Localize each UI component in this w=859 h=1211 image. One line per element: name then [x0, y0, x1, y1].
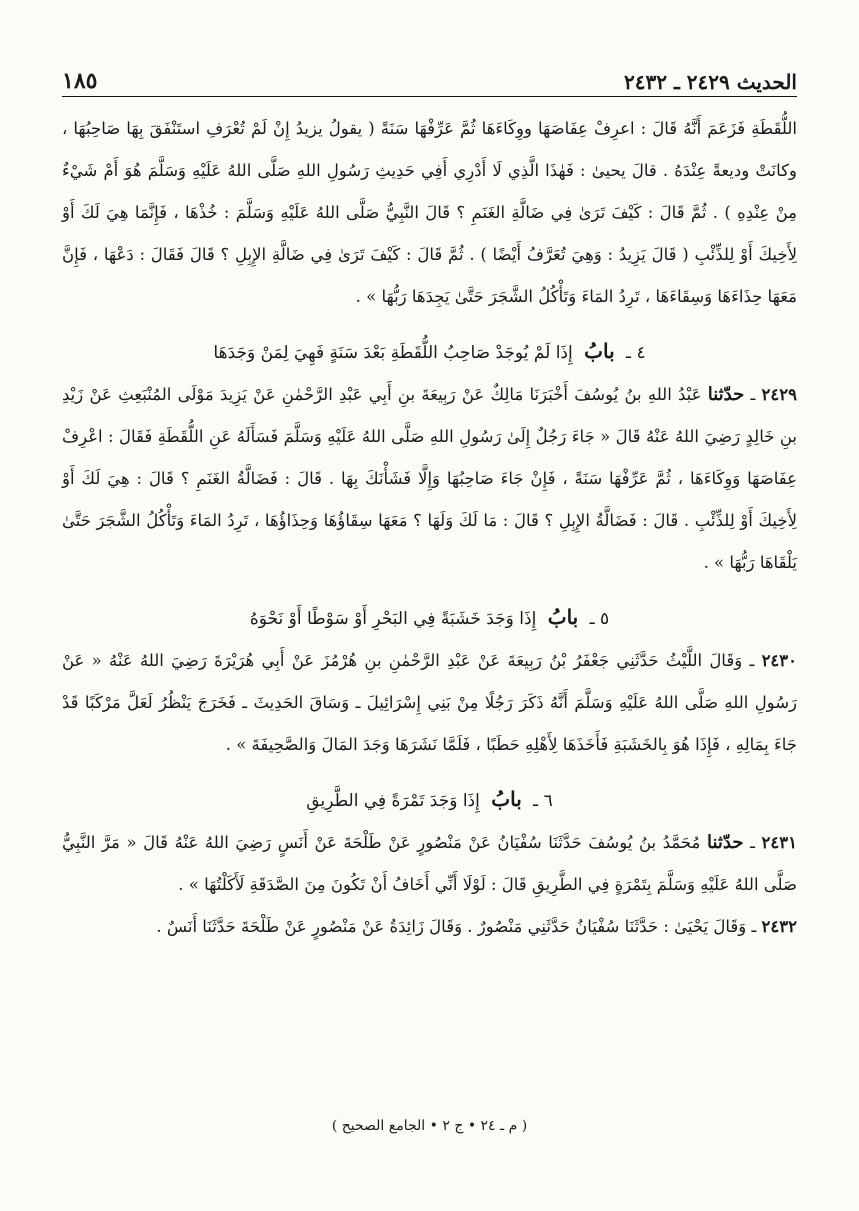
- chapter-bab-label: بابُ: [491, 787, 522, 811]
- hadith-opening-word: حدّثنا: [707, 384, 745, 405]
- hadith-paragraph: ٢٤٣١ ـ حدّثنا مُحَمَّدُ بنُ يُوسُفَ حَدَّثَنَا سُفْيَانُ عَنْ مَنْصُورٍ عَنْ طَلْحَةَ عَنْ أَنَسٍ رَضِيَ اللهُ عَنْهُ قَالَ « مَرَّ النَّبِيُّ صَلَّى اللهُ عَلَيْهِ وَسَلَّمَ بِتَمْرَةٍ فِي الطَّرِيقِ قَالَ : لَوْلَا أَنِّي أَخَافُ أَنْ تَكُونَ مِنَ الصَّدَقَةِ لَأَكَلْتُهَا » .: [62, 832, 797, 894]
- chapter-title: إِذَا لَمْ يُوجَدْ صَاحِبُ اللُّقَطَةِ بَعْدَ سَنَةٍ فَهِيَ لِمَنْ وَجَدَهَا: [213, 343, 573, 363]
- hadith-number: ٢٤٢٩: [761, 385, 797, 404]
- header-rule: [62, 96, 797, 97]
- chapter-number: ٤: [636, 343, 646, 363]
- chapter-title: إِذَا وَجَدَ تَمْرَةً فِي الطَّرِيقِ: [306, 791, 480, 811]
- continued-hadith-text: اللُّقَطَةِ فَزَعَمَ أَنَّهُ قَالَ : اعرِفْ عِفَاصَهَا ووِكَاءَهَا ثُمَّ عَرِّفْهَا سَنَةً ( يقولُ يزيدُ إِنْ لَمْ تُعْرَفِ استَنْفَقَ بِهَا صَاحِبُهَا ، وكانَتْ وديعةً عِنْدَهُ . قالَ يحيىٰ : فَهٰذَا الَّذِي لَا أَدْرِي أَفِي حَدِيثِ رَسُولِ اللهِ صَلَّى اللهُ عَلَيْهِ وَسَلَّمَ هُوَ أَمْ شَيْءٌ مِنْ عِنْدِهِ ) . ثُمَّ قَالَ : كَيْفَ تَرَىٰ فِي ضَالَّةِ الغَنَمِ ؟ قَالَ النَّبِيُّ صَلَّى اللهُ عَلَيْهِ وَسَلَّمَ : خُذْهَا ، فَإِنَّمَا هِيَ لَكَ أَوْ لِأَخِيكَ أَوْ لِلذِّئْبِ ( قَالَ يَزِيدُ : وَهِيَ تُعَرَّفُ أَيْضًا ) . ثُمَّ قَالَ : كَيْفَ تَرَىٰ فِي ضَالَّةِ الإِبِلِ ؟ قَالَ فَقَالَ : دَعْهَا ، فَإِنَّ مَعَهَا حِذَاءَهَا وَسِقَاءَهَا ، تَرِدُ المَاءَ وَتَأْكُلُ الشَّجَرَ حَتَّىٰ يَجِدَهَا رَبُّهَا » .: [62, 119, 797, 306]
- hadith-paragraph: ٢٤٢٩ ـ حدّثنا عَبْدُ اللهِ بنُ يُوسُفَ أَخْبَرَنَا مَالِكٌ عَنْ رَبِيعَةَ بنِ أَبِي عَبْدِ الرَّحْمٰنِ عَنْ يَزِيدَ مَوْلَى المُنْبَعِثِ عَنْ زَيْدِ بنِ خَالِدٍ رَضِيَ اللهُ عَنْهُ قَالَ « جَاءَ رَجُلٌ إِلَىٰ رَسُولِ اللهِ صَلَّى اللهُ عَلَيْهِ وَسَلَّمَ فَسَأَلَهُ عَنِ اللُّقَطَةِ فَقَالَ : اعْرِفْ عِفَاصَهَا وَوِكَاءَهَا ، ثُمَّ عَرِّفْهَا سَنَةً ، فَإِنْ جَاءَ صَاحِبُهَا وَإِلَّا فَشَأْنَكَ بِهَا . قَالَ : فَضَالَّةُ الغَنَمِ ؟ قَالَ : هِيَ لَكَ أَوْ لِأَخِيكَ أَوْ لِلذِّئْبِ . قَالَ : فَضَالَّةُ الإِبِلِ ؟ قَالَ : مَا لَكَ وَلَهَا ؟ مَعَهَا سِقَاؤُهَا وَحِذَاؤُهَا ، تَرِدُ المَاءَ وَتَأْكُلُ الشَّجَرَ حَتَّىٰ يَلْقَاهَا رَبُّهَا » .: [62, 384, 797, 572]
- running-title: الحديث ٢٤٢٩ ـ ٢٤٣٢: [624, 70, 797, 94]
- hadith-opening-word: حدّثنا: [707, 832, 744, 853]
- chapter-number: ٥: [600, 609, 610, 629]
- chapter-heading: ٦ ـ بابُ إِذَا وَجَدَ تَمْرَةً فِي الطَّرِيقِ: [306, 787, 553, 811]
- page-header: [62, 56, 797, 94]
- chapter-bab-label: بابُ: [584, 339, 615, 363]
- chapter-heading: ٥ ـ بابُ إِذَا وَجَدَ خَشَبَةً فِي البَحْرِ أَوْ سَوْطًا أَوْ نَحْوَهُ: [249, 605, 610, 629]
- chapter-number: ٦: [543, 791, 553, 811]
- hadith-number: ٢٤٣٠: [761, 651, 798, 670]
- hadith-paragraph: ٢٤٣٠ ـ وَقَالَ اللَّيْثُ حَدَّثَنِي جَعْفَرُ بْنُ رَبِيعَةَ عَنْ عَبْدِ الرَّحْمٰنِ بنِ هُرْمُزَ عَنْ أَبِي هُرَيْرَةَ رَضِيَ اللهُ عَنْهُ « عَنْ رَسُولِ اللهِ صَلَّى اللهُ عَلَيْهِ وَسَلَّمَ أَنَّهُ ذَكَرَ رَجُلًا مِنْ بَنِي إِسْرَائِيلَ ـ وَسَاقَ الحَدِيثَ ـ فَخَرَجَ يَنْظُرُ لَعَلَّ مَرْكَبًا قَدْ جَاءَ بِمَالِهِ ، فَإِذَا هُوَ بِالخَشَبَةِ فَأَخَذَهَا لِأَهْلِهِ حَطَبًا ، فَلَمَّا نَشَرَهَا وَجَدَ المَالَ وَالصَّحِيفَةَ » .: [62, 651, 798, 754]
- chapter-heading: ٤ ـ بابُ إِذَا لَمْ يُوجَدْ صَاحِبُ اللُّقَطَةِ بَعْدَ سَنَةٍ فَهِيَ لِمَنْ وَجَدَهَا: [213, 339, 646, 363]
- hadith-text: عَبْدُ اللهِ بنُ يُوسُفَ أَخْبَرَنَا مَالِكٌ عَنْ رَبِيعَةَ بنِ أَبِي عَبْدِ الرَّحْمٰنِ عَنْ يَزِيدَ مَوْلَى المُنْبَعِثِ عَنْ زَيْدِ بنِ خَالِدٍ رَضِيَ اللهُ عَنْهُ قَالَ « جَاءَ رَجُلٌ إِلَىٰ رَسُولِ اللهِ صَلَّى اللهُ عَلَيْهِ وَسَلَّمَ فَسَأَلَهُ عَنِ اللُّقَطَةِ فَقَالَ : اعْرِفْ عِفَاصَهَا وَوِكَاءَهَا ، ثُمَّ عَرِّفْهَا سَنَةً ، فَإِنْ جَاءَ صَاحِبُهَا وَإِلَّا فَشَأْنَكَ بِهَا . قَالَ : فَضَالَّةُ الغَنَمِ ؟ قَالَ : هِيَ لَكَ أَوْ لِأَخِيكَ أَوْ لِلذِّئْبِ . قَالَ : فَضَالَّةُ الإِبِلِ ؟ قَالَ : مَا لَكَ وَلَهَا ؟ مَعَهَا سِقَاؤُهَا وَحِذَاؤُهَا ، تَرِدُ المَاءَ وَتَأْكُلُ الشَّجَرَ حَتَّىٰ يَلْقَاهَا رَبُّهَا » .: [62, 385, 797, 572]
- page-body: [62, 108, 797, 948]
- hadith-paragraph: ٢٤٣٢ ـ وَقَالَ يَحْيَىٰ : حَدَّثَنَا سُفْيَانُ حَدَّثَنِي مَنْصُورٌ . وَقَالَ زَائِدَةُ عَنْ مَنْصُورٍ عَنْ طَلْحَةَ حَدَّثَنَا أَنَسٌ .: [156, 917, 797, 936]
- hadith-number: ٢٤٣١: [761, 833, 797, 852]
- chapter-title: إِذَا وَجَدَ خَشَبَةً فِي البَحْرِ أَوْ سَوْطًا أَوْ نَحْوَهُ: [249, 609, 537, 629]
- hadith-text: وَقَالَ اللَّيْثُ حَدَّثَنِي جَعْفَرُ بْنُ رَبِيعَةَ عَنْ عَبْدِ الرَّحْمٰنِ بنِ هُرْمُزَ عَنْ أَبِي هُرَيْرَةَ رَضِيَ اللهُ عَنْهُ « عَنْ رَسُولِ اللهِ صَلَّى اللهُ عَلَيْهِ وَسَلَّمَ أَنَّهُ ذَكَرَ رَجُلًا مِنْ بَنِي إِسْرَائِيلَ ـ وَسَاقَ الحَدِيثَ ـ فَخَرَجَ يَنْظُرُ لَعَلَّ مَرْكَبًا قَدْ جَاءَ بِمَالِهِ ، فَإِذَا هُوَ بِالخَشَبَةِ فَأَخَذَهَا لِأَهْلِهِ حَطَبًا ، فَلَمَّا نَشَرَهَا وَجَدَ المَالَ وَالصَّحِيفَةَ » .: [62, 651, 797, 754]
- hadith-text: وَقَالَ يَحْيَىٰ : حَدَّثَنَا سُفْيَانُ حَدَّثَنِي مَنْصُورٌ . وَقَالَ زَائِدَةُ عَنْ مَنْصُورٍ عَنْ طَلْحَةَ حَدَّثَنَا أَنَسٌ .: [156, 917, 747, 936]
- hadith-number: ٢٤٣٢: [761, 917, 797, 936]
- hadith-text: مُحَمَّدُ بنُ يُوسُفَ حَدَّثَنَا سُفْيَانُ عَنْ مَنْصُورٍ عَنْ طَلْحَةَ عَنْ أَنَسٍ رَضِيَ اللهُ عَنْهُ قَالَ « مَرَّ النَّبِيُّ صَلَّى اللهُ عَلَيْهِ وَسَلَّمَ بِتَمْرَةٍ فِي الطَّرِيقِ قَالَ : لَوْلَا أَنِّي أَخَافُ أَنْ تَكُونَ مِنَ الصَّدَقَةِ لَأَكَلْتُهَا » .: [62, 833, 797, 894]
- page-footer: ( م ـ ٢٤ • ج ٢ • الجامع الصحيح ): [331, 1118, 528, 1134]
- chapter-bab-label: بابُ: [547, 605, 579, 629]
- page-number: ١٨٥: [62, 68, 98, 94]
